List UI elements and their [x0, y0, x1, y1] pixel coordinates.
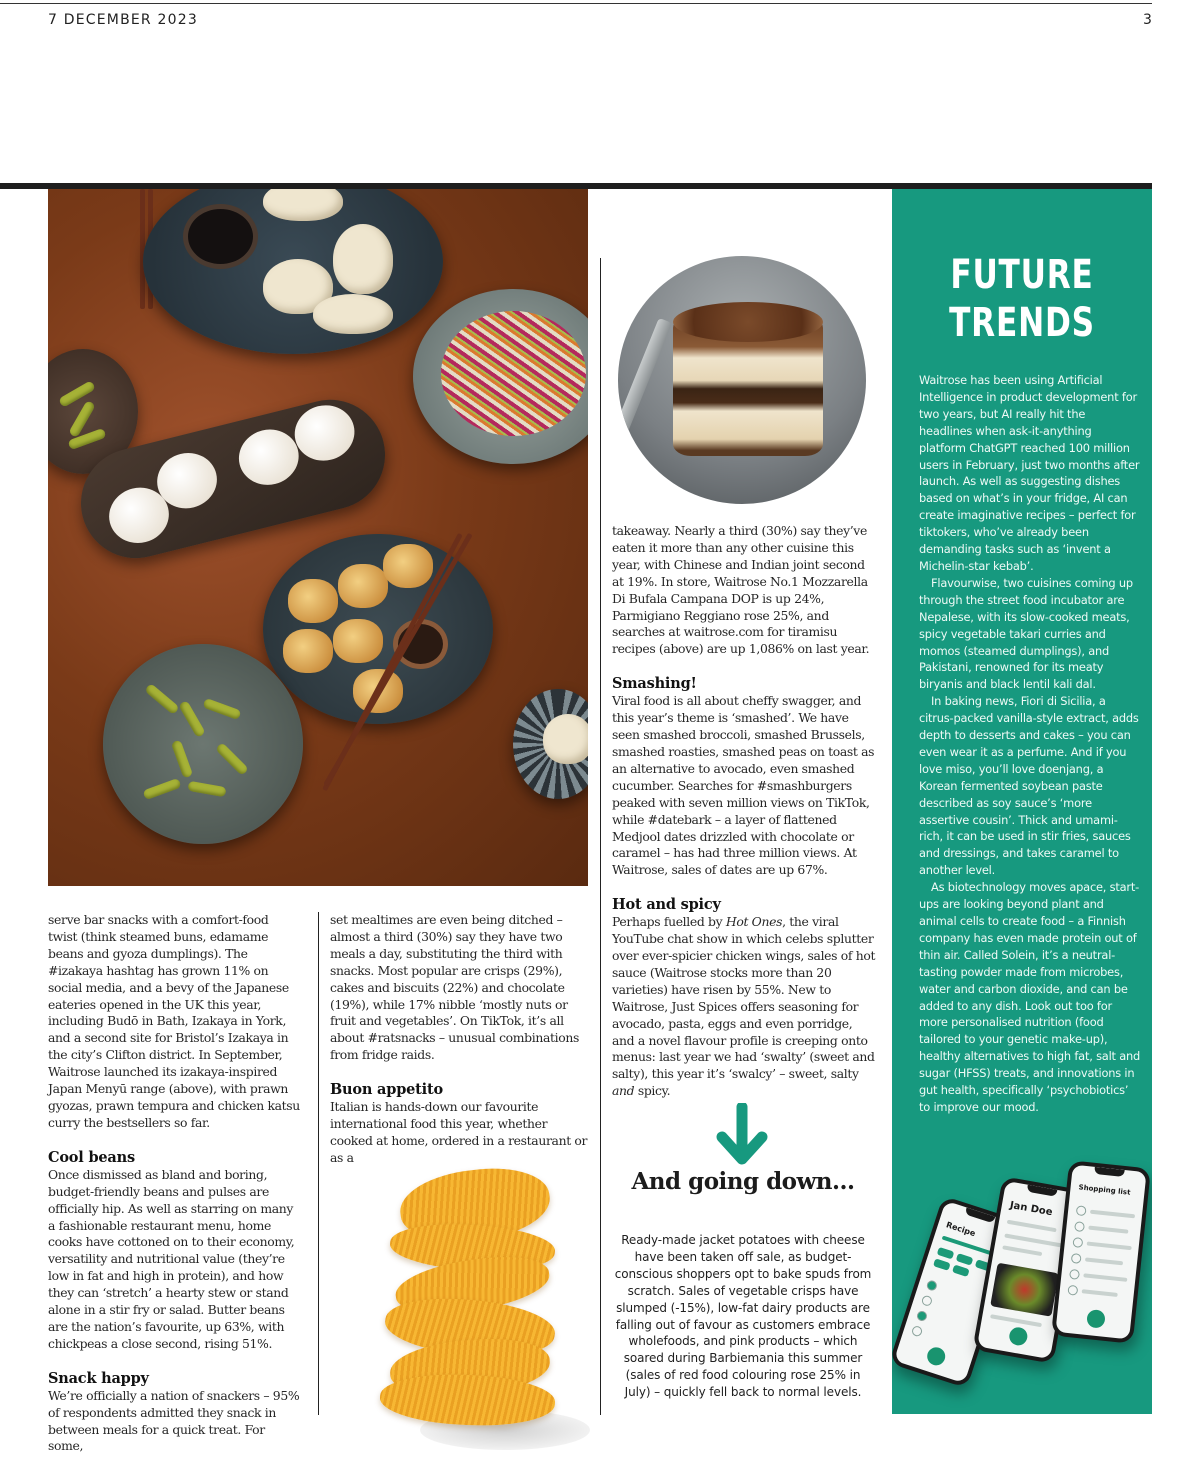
screen-checkbox — [1071, 1253, 1082, 1264]
article-paragraph: serve bar snacks with a comfort-food twist (think steamed buns, edamame beans and gyoza dumplings). The #izakaya hashtag has grown 11% on social media, and a bevy of the Japanese eateries opened in the UK this year, including Budō in Bath, Izakaya in York, and a second site for Bristol’s Izakaya in the city’s Clifton district. In September, Waitrose launched its izakaya-inspired Japan Menyū range (above), with prawn gyozas, prawn tempura and chicken katsu curry the bestsellers so far. — [48, 912, 300, 1130]
section-heading-cool-beans: Cool beans — [48, 1148, 135, 1166]
page-number: 3 — [1143, 12, 1152, 28]
article-paragraph: We’re officially a nation of snackers – 95% of respondents admitted they snack in between meals for a quick treat. For some, — [48, 1387, 300, 1454]
column-divider — [600, 258, 601, 1415]
screen-checkbox — [1074, 1221, 1085, 1232]
arrow-down-icon — [716, 1103, 768, 1167]
fried-chicken — [338, 564, 388, 608]
screen-chip — [956, 1253, 974, 1266]
article-paragraph — [612, 914, 877, 1100]
screen-checkbox — [1072, 1237, 1083, 1248]
app-phones-photo — [892, 1164, 1152, 1414]
screen-chip — [937, 1247, 955, 1260]
screen-toggle — [911, 1325, 924, 1338]
crisps-photo — [360, 1160, 570, 1460]
future-trends-panel — [892, 189, 1152, 1414]
screen-bar — [1082, 1289, 1118, 1297]
edamame-pod — [202, 698, 241, 720]
article-paragraph: Viral food is all about cheffy swagger, and this year’s theme is ‘smashed’. We have seen smashed broccoli, smashed Brussels, smashed roasties, smashed peas on toast as an alternative to avocado, even smashed cucumber. Searches for #smashburgers peaked with seven million views on TikTok, while #datebark – a layer of flattened Medjool dates drizzled with chocolate or caramel – has had three million views. At Waitrose, sales of dates are up 67%. — [612, 693, 875, 878]
edamame-pod — [187, 781, 226, 797]
text-run: , the viral YouTube chat show in which celebs splutter over ever-spicier chicken wings, sales of hot sauce (Waitrose stocks more than 20 varieties) have risen by 55%. New to Waitrose, Just Spices offers seasoning for avocado, pasta, eggs and even porridge, and a novel flavour profile is creeping onto menus: last year we had ‘swalty’ (sweet and salty), this year it’s ‘swalcy’ – sweet, salty — [612, 914, 876, 1082]
edamame-pod — [178, 700, 206, 738]
screen-toggle — [916, 1310, 929, 1323]
screen-bar — [1085, 1257, 1123, 1265]
text-run: Perhaps fuelled by — [612, 914, 726, 930]
screen-chip — [952, 1264, 970, 1277]
section-heading-buon-appetito: Buon appetito — [330, 1081, 443, 1099]
slaw-plate — [413, 289, 588, 464]
trend-paragraph: Flavourwise, two cuisines coming up through the street food incubator are Nepalese, with its slow-cooked meats, spicy vegetable takari curries and momos (steamed dumplings), and Pakistani, renowned for its meaty biryanis and black lentil kali dal. — [919, 575, 1133, 692]
screen-bar — [1087, 1241, 1132, 1250]
screen-bar — [990, 1314, 1042, 1327]
section-heading-snack-happy: Snack happy — [48, 1369, 149, 1387]
screen-bar — [1090, 1210, 1135, 1219]
phone-notch — [965, 1207, 996, 1223]
slaw — [441, 311, 586, 436]
trend-paragraph: Waitrose has been using Artificial Intelligence in product development for two years, but AI really hit the headlines when ask-it-anything platform ChatGPT reached 100 million users in February, just two months after launch. As well as suggesting dishes based on what’s in your fridge, AI can create imaginative recipes – perfect for tiktokers, who’ve already been demanding tasks such as ‘invent a Michelin-star kebab’. — [919, 373, 1140, 573]
screen-checkbox — [1076, 1205, 1087, 1216]
gyoza — [263, 189, 343, 221]
edamame-pod — [144, 683, 180, 715]
gyoza — [543, 714, 588, 764]
tiramisu-photo — [618, 256, 866, 504]
izakaya-food-photo — [48, 189, 588, 886]
phone-screen-title: Recipe — [945, 1220, 977, 1239]
soy-dip-bowl — [183, 204, 258, 269]
section-heading-hot-and-spicy: Hot and spicy — [612, 896, 721, 914]
screen-checkbox — [1067, 1285, 1078, 1296]
edamame-pod — [215, 742, 249, 776]
article-paragraph: set mealtimes are even being ditched – almost a third (30%) say they have two meals a day, substituting the third with snacks. Most popular are crisps (29%), cakes and biscuits (22%) and chocolate (19%), while 17% nibble ‘mostly nuts or fruit and vegetables’. On TikTok, it’s all about #ratsnacks – unusual combinations from fridge raids. — [330, 912, 580, 1063]
gyoza — [333, 224, 393, 294]
show-title: Hot Ones — [725, 914, 783, 930]
screen-toggle — [926, 1279, 939, 1292]
title-line: FUTURE — [950, 252, 1094, 298]
title-line: TRENDS — [949, 300, 1095, 346]
fried-chicken — [383, 544, 433, 588]
section-heading-smashing: Smashing! — [612, 675, 697, 693]
fork-icon — [618, 318, 672, 435]
fried-chicken — [288, 579, 338, 623]
emphasis: and — [612, 1083, 635, 1099]
phone-screen-title: Jan Doe — [1008, 1199, 1054, 1219]
article-column-3 — [612, 523, 877, 1100]
edamame-bowl — [103, 644, 303, 844]
screen-bar — [1083, 1273, 1127, 1282]
screen-checkbox — [1069, 1269, 1080, 1280]
phone-notch — [1094, 1167, 1125, 1177]
phone-mockup — [1051, 1160, 1151, 1344]
article-paragraph: Italian is hands-down our favourite international food this year, whether cooked at home, ordered in a restaurant or as a — [330, 1099, 588, 1165]
screen-bar — [1007, 1220, 1057, 1233]
article-paragraph: takeaway. Nearly a third (30%) say they’ve eaten it more than any other cuisine this year, with Chinese and Indian joint second at 19%. In store, Waitrose No.1 Mozzarella Di Bufala Campana DOP is up 24%, Parmigiano Reggiano rose 25%, and searches at waitrose.com for tiramisu recipes (above) are up 1,086% on last year. — [612, 523, 870, 657]
text-run: spicy. — [634, 1083, 671, 1099]
bao-bun — [289, 399, 361, 467]
edamame-pod — [171, 739, 193, 778]
trend-paragraph: In baking news, Fiori di Sicilia, a citrus-packed vanilla-style extract, adds depth to desserts and cakes – you can even wear it as a perfume. And if you love miso, you’ll love doenjang, a Korean fermented soybean paste described as soy sauce’s ‘more assertive cousin’. Thick and umami-rich, it can be used in stir fries, sauces and dressings, and takes caramel to another level. — [919, 694, 1139, 878]
edamame-pod — [142, 778, 181, 800]
future-trends-title — [921, 251, 1124, 347]
screen-toggle — [921, 1294, 934, 1307]
phone-notch — [1027, 1185, 1058, 1197]
striped-side-plate — [513, 689, 588, 799]
article-column-2 — [330, 912, 590, 1167]
issue-date: 7 DECEMBER 2023 — [48, 12, 198, 28]
screen-fab — [1008, 1326, 1029, 1347]
trend-paragraph: As biotechnology moves apace, start-ups are looking beyond plant and animal cells to create food – a Finnish company has even made protein out of thin air. Called Solein, it’s a neutral-tasting powder made from microbes, water and carbon dioxide, and can be added to any dish. Look out too for more personalised nutrition (food tailored to your genetic make-up), healthy alternatives to high fat, salt and sugar (HFSS) treats, and innovations in gut health, specifically ‘psychobiotics’ to improve our mood. — [919, 880, 1141, 1114]
article-paragraph: Once dismissed as bland and boring, budget-friendly beans and pulses are officially hip. As well as starring on many a fashionable restaurant menu, home cooks have cottoned on to their economy, versatility and nutritional value (they’re low in fat and high in protein), and how they can ‘stretch’ a hearty stew or stand alone in a stir fry or salad. Butter beans are the nation’s favourite, up 63%, with chickpeas a close second, rising 51%. — [48, 1166, 295, 1351]
article-column-1 — [48, 912, 300, 1455]
screen-fab — [925, 1345, 948, 1368]
going-down-title: And going down… — [631, 1168, 855, 1195]
screen-bar — [1004, 1233, 1062, 1247]
tiramisu-cake — [673, 316, 823, 456]
screen-chip — [933, 1258, 951, 1271]
screen-fab — [1086, 1309, 1106, 1329]
top-rule — [0, 3, 1152, 4]
screen-bar — [1088, 1226, 1128, 1234]
gyoza-plate — [143, 189, 443, 354]
future-trends-body — [919, 372, 1141, 1116]
phone-screen-title: Shopping list — [1078, 1183, 1131, 1197]
fried-chicken — [333, 619, 383, 663]
going-down-body: Ready-made jacket potatoes with cheese have been taken off sale, as budget-conscious shoppers opt to bake spuds from scratch. Sales of vegetable crisps have slumped (-15%), low-fat dairy products are falling out of favour as customers embrace wholefoods, and pink products – which soared during Barbiemania this summer (sales of red food colouring rose 25% in July) – quickly fell back to normal levels. — [614, 1233, 872, 1400]
gyoza — [313, 294, 393, 334]
screen-food-image — [990, 1263, 1059, 1317]
column-divider — [318, 912, 319, 1415]
fried-chicken — [283, 629, 333, 673]
screen-bar — [1002, 1245, 1042, 1256]
